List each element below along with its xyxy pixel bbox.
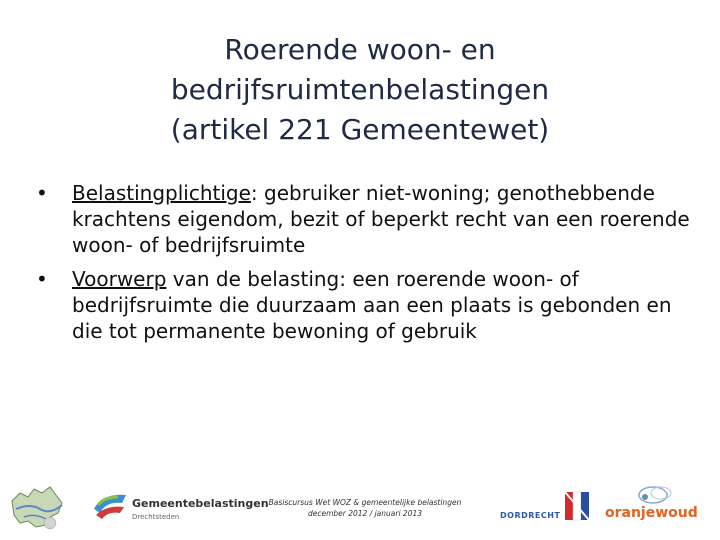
course-caption — [240, 497, 490, 519]
course-line-2: december 2012 / januari 2013 — [307, 509, 423, 518]
gemeentebelastingen-logo — [92, 485, 269, 525]
slide-title — [60, 30, 660, 150]
bullet-item-voorwerp — [32, 266, 692, 344]
bullet-item-belastingplichtige — [32, 180, 692, 258]
course-line-1: Basiscursus Wet WOZ & gemeentelijke belastingen — [268, 498, 462, 507]
gemeentebelastingen-name: Gemeentebelastingen — [132, 497, 269, 510]
gemeentebelastingen-sub: Drechtsteden — [132, 513, 180, 521]
title-line-2: bedrijfsruimtenbelastingen — [170, 73, 550, 106]
drechtsteden-map-logo — [6, 473, 68, 535]
title-line-3: (artikel 221 Gemeentewet) — [170, 113, 550, 146]
oranjewoud-swirl-icon — [625, 483, 685, 507]
bullet-term: Voorwerp — [72, 267, 167, 291]
flag-logo — [563, 490, 593, 522]
footer — [0, 455, 720, 540]
gemeentebelastingen-emblem-icon — [92, 485, 128, 521]
bullet-text: van de belasting: een roerende woon- of bedrijfsruimte die duurzaam aan een plaats is gebonden en die tot permanente bewoning of gebruik — [72, 267, 672, 343]
bullet-list — [32, 180, 692, 352]
dordrecht-logo — [500, 503, 561, 520]
oranjewoud-name: oranjewoud — [605, 505, 698, 521]
dordrecht-label: DORDRECHT — [500, 511, 561, 520]
bullet-symbol: • — [36, 181, 48, 205]
bullet-symbol: • — [36, 267, 48, 291]
oranjewoud-logo — [605, 483, 715, 533]
bullet-text: : gebruiker niet-woning; genothebbende krachtens eigendom, bezit of beperkt recht van een roerende woon- of bedrijfsruimte — [72, 181, 690, 257]
bullet-term: Belastingplichtige — [72, 181, 251, 205]
title-line-1: Roerende woon- en — [224, 33, 496, 66]
